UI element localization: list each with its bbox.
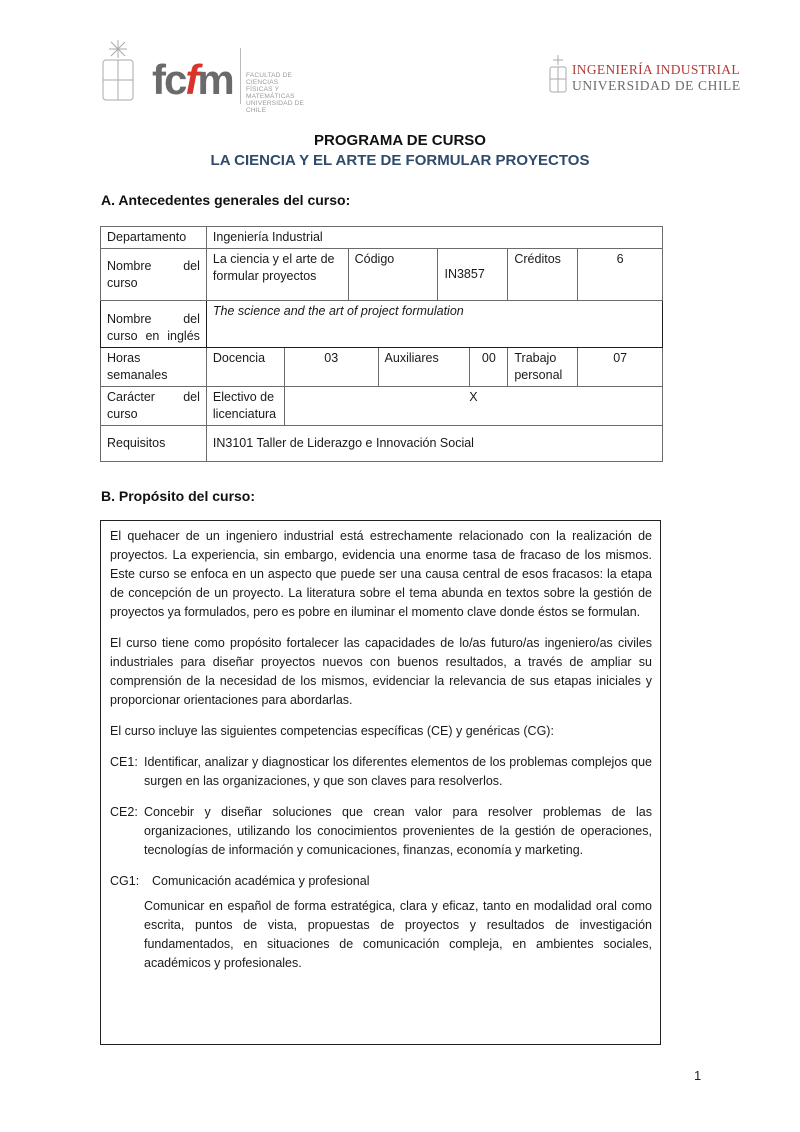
value-requisitos: IN3101 Taller de Liderazgo e Innovación Social xyxy=(206,426,662,462)
competencies-intro: El curso incluye las siguientes competencias específicas (CE) y genéricas (CG): xyxy=(110,724,554,738)
fcfm-wordmark: fcfm xyxy=(152,56,233,103)
label-horas: Horas semanales xyxy=(101,348,207,387)
label-departamento: Departamento xyxy=(101,227,207,249)
value-nombre-ingles: The science and the art of project formulation xyxy=(206,301,662,348)
value-nombre: La ciencia y el arte de formular proyectos xyxy=(206,249,348,301)
table-row-caracter xyxy=(101,387,663,426)
logo-divider xyxy=(240,48,241,104)
competency-text: Identificar, analizar y diagnosticar los diferentes elementos de los problemas complejos que surgen en las organizaciones, y que son claves para resolverlos. xyxy=(144,755,652,788)
page-number: 1 xyxy=(694,1068,702,1083)
ingenieria-industrial-logo xyxy=(548,54,741,94)
table-row-departamento xyxy=(101,227,663,249)
table-row-nombre-ingles xyxy=(101,301,663,348)
table-row-horas xyxy=(101,348,663,387)
label-caracter: Carácter del curso xyxy=(101,387,207,426)
university-crest-icon xyxy=(548,54,568,94)
fcfm-subtitle: FACULTAD DE CIENCIAS FÍSICAS Y MATEMÁTICAS UNIVERSIDAD DE CHILE xyxy=(246,72,305,114)
logo-title: INGENIERÍA INDUSTRIAL xyxy=(572,62,740,77)
competency-title: Comunicación académica y profesional xyxy=(152,874,370,888)
value-caracter-mark: X xyxy=(284,387,662,426)
value-trabajo-personal: 07 xyxy=(578,348,663,387)
table-row-requisitos xyxy=(101,426,663,462)
value-auxiliares: 00 xyxy=(470,348,508,387)
value-departamento: Ingeniería Industrial xyxy=(206,227,662,249)
label-trabajo-personal: Trabajo personal xyxy=(508,348,578,387)
label-creditos: Créditos xyxy=(508,249,578,301)
competency-code: CE2: xyxy=(110,805,138,819)
label-docencia: Docencia xyxy=(206,348,284,387)
label-codigo: Código xyxy=(348,249,438,301)
value-docencia: 03 xyxy=(284,348,378,387)
purpose-paragraph: El curso tiene como propósito fortalecer las capacidades de lo/as futuro/as ingeniero/as civiles industriales para diseñar proyectos nuevos con buenos resultados, a través de ampliar su comprensión de la necesidad de los mismos, evidenciar la relevancia de sus etapas iniciales y proporcionar orientaciones para abordarlas. xyxy=(110,636,652,707)
label-auxiliares: Auxiliares xyxy=(378,348,470,387)
fcfm-logo xyxy=(100,38,315,114)
purpose-box xyxy=(100,520,661,1045)
competency-code: CE1: xyxy=(110,755,138,769)
purpose-paragraph: El quehacer de un ingeniero industrial está estrechamente relacionado con la realización de proyectos. La experiencia, sin embargo, evidencia una enorme tasa de fracaso de los mismos. Este curso se enfoca en un aspecto que puede ser una causa central de esos fracasos: la etapa de concepción de un proyecto. La literatura sobre el tema abunda en textos sobre la gestión de proyectos ya formulados, pero es pobre en iluminar el momento clave donde éstos se formulan. xyxy=(110,529,652,619)
label-electivo: Electivo de licenciatura xyxy=(206,387,284,426)
competency-text: Concebir y diseñar soluciones que crean valor para resolver problemas de las organizaciones, utilizando los conocimientos provenientes de la gestión de operaciones, tecnologías de información y comunicaciones, finanzas, economía y marketing. xyxy=(144,805,652,857)
competency-cg1-text: Comunicar en español de forma estratégica, clara y eficaz, tanto en modalidad oral como escrita, puntos de vista, propuestas de proyectos y resultados de investigación fundamentados, en situaciones de comunicación compleja, en ambientes sociales, académicos y profesionales. xyxy=(144,899,652,970)
competency-cg1 xyxy=(110,872,652,891)
logo-subtitle: UNIVERSIDAD DE CHILE xyxy=(572,78,741,93)
value-codigo: IN3857 xyxy=(438,249,508,301)
label-nombre: Nombre del curso xyxy=(101,249,207,301)
competency-ce2 xyxy=(110,803,652,860)
label-requisitos: Requisitos xyxy=(101,426,207,462)
section-a-heading: A. Antecedentes generales del curso: xyxy=(101,192,351,208)
section-b-heading: B. Propósito del curso: xyxy=(101,488,256,504)
competency-ce1 xyxy=(110,753,652,791)
value-creditos: 6 xyxy=(578,249,663,301)
document-title: PROGRAMA DE CURSO xyxy=(314,132,486,149)
competency-code: CG1: xyxy=(110,874,140,888)
course-info-table xyxy=(100,226,663,462)
university-crest-icon xyxy=(100,38,136,104)
label-nombre-ingles: Nombre del curso en inglés xyxy=(101,301,207,348)
table-row-nombre xyxy=(101,249,663,301)
course-title: LA CIENCIA Y EL ARTE DE FORMULAR PROYECTOS xyxy=(210,152,590,169)
